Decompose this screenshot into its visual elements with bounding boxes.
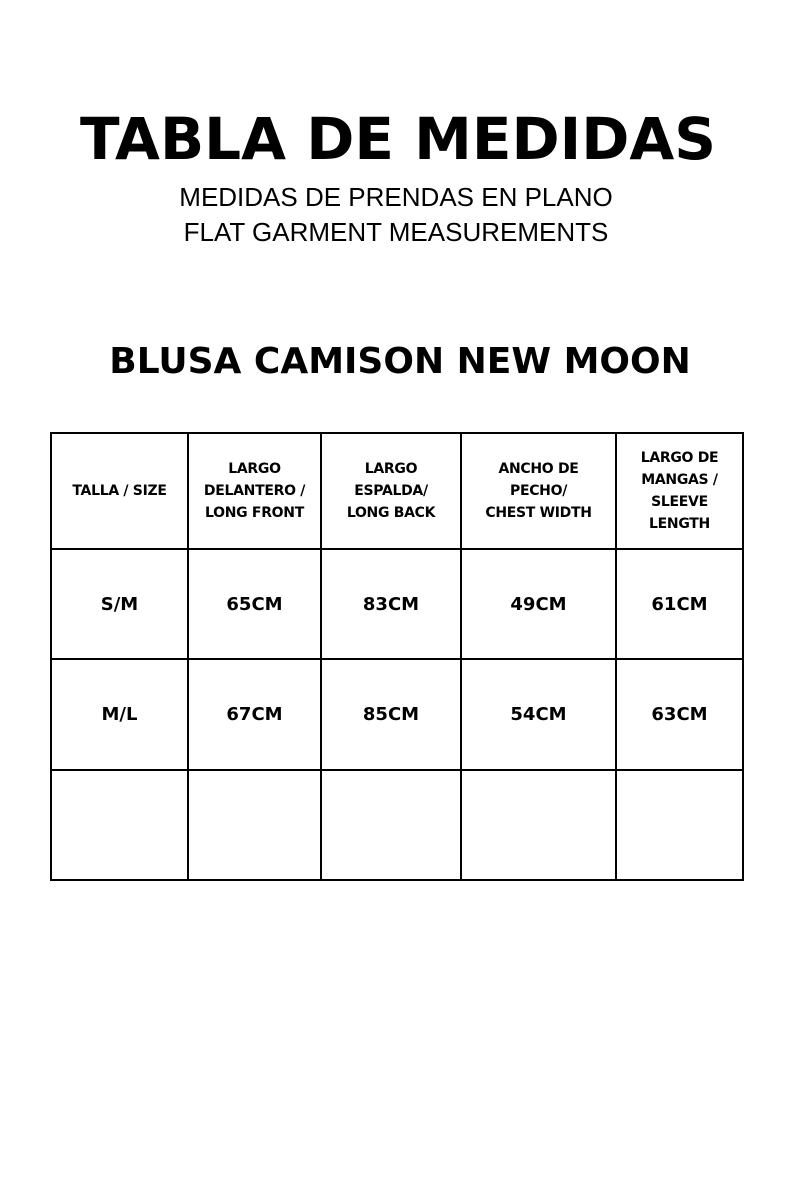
header-sleeve-length-label: LARGO DE MANGAS / SLEEVE LENGTH bbox=[640, 450, 719, 532]
table-row-empty bbox=[51, 770, 743, 880]
table-cell-size bbox=[51, 770, 188, 880]
table-cell-size: M/L bbox=[51, 659, 188, 769]
header-long-back bbox=[321, 433, 461, 549]
table-cell-chest-width bbox=[461, 770, 616, 880]
product-name: BLUSA CAMISON NEW MOON bbox=[109, 341, 691, 382]
table-row bbox=[51, 659, 743, 769]
table-row bbox=[51, 549, 743, 659]
table-header-row bbox=[51, 433, 743, 549]
subtitle-english: FLAT GARMENT MEASUREMENTS bbox=[183, 217, 609, 247]
size-chart-table bbox=[50, 432, 744, 881]
header-long-back-label: LARGO ESPALDA/ LONG BACK bbox=[346, 461, 436, 521]
subtitle-spanish: MEDIDAS DE PRENDAS EN PLANO bbox=[179, 182, 613, 212]
table-cell-long-front bbox=[188, 770, 321, 880]
header-chest-width-label: ANCHO DE PECHO/ CHEST WIDTH bbox=[485, 461, 592, 521]
table-cell-sleeve-length: 61CM bbox=[616, 549, 743, 659]
header-chest-width bbox=[461, 433, 616, 549]
table-cell-long-back: 83CM bbox=[321, 549, 461, 659]
table-cell-chest-width: 49CM bbox=[461, 549, 616, 659]
table-cell-sleeve-length: 63CM bbox=[616, 659, 743, 769]
header-sleeve-length bbox=[616, 433, 743, 549]
header-long-front-label: LARGO DELANTERO / LONG FRONT bbox=[203, 461, 306, 521]
header-size-label: TALLA / SIZE bbox=[72, 483, 167, 499]
table-cell-long-back: 85CM bbox=[321, 659, 461, 769]
table-cell-chest-width: 54CM bbox=[461, 659, 616, 769]
table-cell-size: S/M bbox=[51, 549, 188, 659]
header-size bbox=[51, 433, 188, 549]
table-cell-long-front: 65CM bbox=[188, 549, 321, 659]
table-cell-long-back bbox=[321, 770, 461, 880]
header-long-front bbox=[188, 433, 321, 549]
page-title: TABLA DE MEDIDAS bbox=[80, 105, 717, 173]
table-cell-long-front: 67CM bbox=[188, 659, 321, 769]
table-cell-sleeve-length bbox=[616, 770, 743, 880]
